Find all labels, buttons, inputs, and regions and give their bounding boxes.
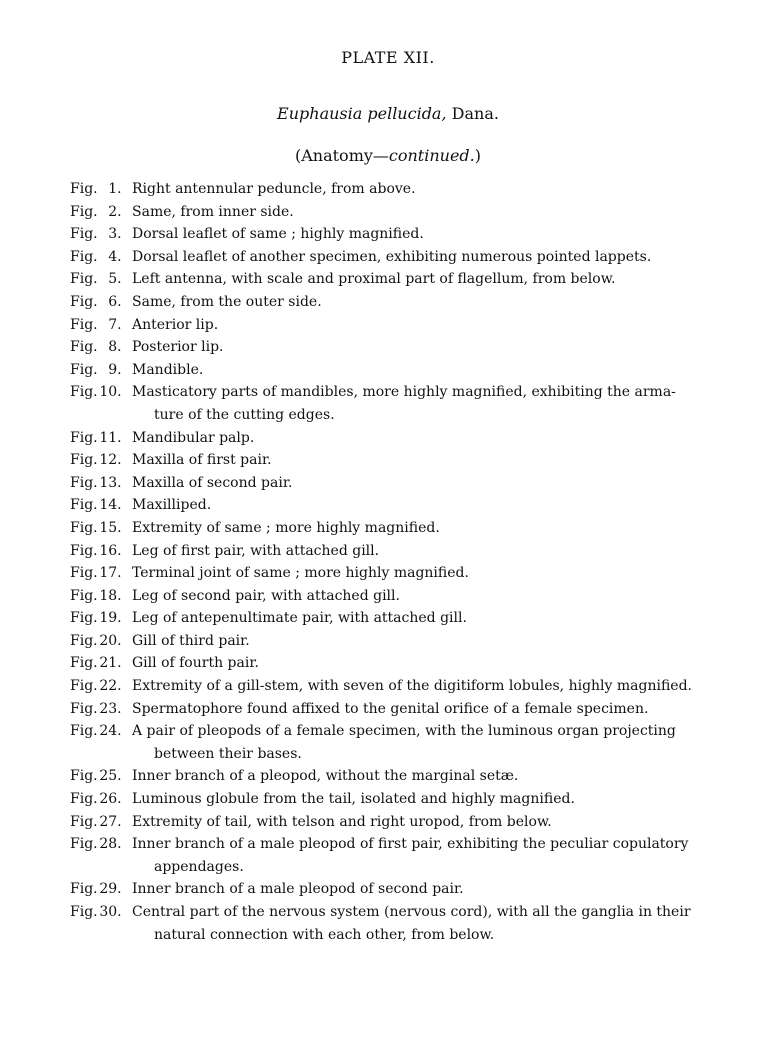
section-subtitle <box>0 146 776 165</box>
figure-caption-text: Leg of second pair, with attached gill. <box>132 587 400 604</box>
figure-caption <box>132 765 518 788</box>
figure-caption-text: Extremity of same ; more highly magnified. <box>132 519 440 536</box>
figure-label <box>70 494 132 517</box>
figure-number: 15. <box>99 519 122 536</box>
figure-label-text: Fig. <box>70 881 98 898</box>
figure-label-text: Fig. <box>70 723 98 740</box>
figure-entry <box>70 314 710 337</box>
figure-entry <box>70 811 710 834</box>
figure-number: 5. <box>108 271 122 288</box>
figure-label <box>70 833 132 878</box>
figure-caption <box>132 472 292 495</box>
figure-caption <box>132 585 400 608</box>
figure-caption-text: Mandible. <box>132 361 204 378</box>
figure-entry <box>70 381 710 426</box>
figure-label-text: Fig. <box>70 384 98 401</box>
figure-label <box>70 268 132 291</box>
figure-caption-text: Gill of third pair. <box>132 632 250 649</box>
figure-caption-text: Central part of the nervous system (nervous cord), with all the ganglia in their <box>132 904 691 920</box>
figure-caption-continuation: natural connection with each other, from below. <box>154 926 495 943</box>
figure-label-text: Fig. <box>70 632 98 649</box>
figure-entry <box>70 562 710 585</box>
figure-caption-text: Masticatory parts of mandibles, more highly magnified, exhibiting the arma- <box>132 384 676 401</box>
figure-caption-text: Same, from inner side. <box>132 203 294 220</box>
figure-caption <box>132 675 692 698</box>
figure-caption <box>132 878 464 901</box>
figure-caption-text: Maxilla of second pair. <box>132 474 293 491</box>
figure-number: 28. <box>99 836 122 853</box>
figure-entry <box>70 268 710 291</box>
figure-label-text: Fig. <box>70 429 98 446</box>
figure-label <box>70 359 132 382</box>
figure-number: 13. <box>99 474 122 491</box>
figure-caption-text: Mandibular palp. <box>132 429 255 446</box>
figure-number: 14. <box>99 497 122 514</box>
figure-label <box>70 246 132 269</box>
figure-caption <box>132 607 467 630</box>
figure-caption <box>132 449 272 472</box>
figure-label-text: Fig. <box>70 519 98 536</box>
figure-caption-text: Leg of antepenultimate pair, with attached gill. <box>132 610 467 627</box>
figure-caption-text: Maxilliped. <box>132 497 212 514</box>
figure-caption-text: Right antennular peduncle, from above. <box>132 181 416 197</box>
figure-caption <box>132 427 254 450</box>
figure-number: 16. <box>99 542 122 559</box>
figure-caption-text: Inner branch of a male pleopod of second pair. <box>132 881 464 898</box>
figure-entry <box>70 788 710 811</box>
figure-label-text: Fig. <box>70 610 98 627</box>
figure-label-text: Fig. <box>70 587 98 604</box>
figure-label <box>70 178 132 201</box>
figure-entry <box>70 246 710 269</box>
figure-label-text: Fig. <box>70 497 98 514</box>
figure-entry <box>70 517 710 540</box>
figure-caption-text: Left antenna, with scale and proximal part of flagellum, from below. <box>132 271 616 288</box>
figure-caption-text: Dorsal leaflet of another specimen, exhibiting numerous pointed lappets. <box>132 248 652 265</box>
figure-label-text: Fig. <box>70 203 98 220</box>
species-author: Dana. <box>451 104 499 123</box>
figure-caption <box>132 381 676 426</box>
figure-entry <box>70 675 710 698</box>
figure-entry <box>70 359 710 382</box>
figure-label <box>70 720 132 765</box>
figure-label-text: Fig. <box>70 271 98 288</box>
figure-entry <box>70 336 710 359</box>
figure-label <box>70 788 132 811</box>
figure-label-text: Fig. <box>70 474 98 491</box>
figure-label-text: Fig. <box>70 813 98 830</box>
figure-list <box>70 178 710 946</box>
figure-label <box>70 291 132 314</box>
figure-label <box>70 336 132 359</box>
figure-caption-text: Posterior lip. <box>132 339 224 356</box>
figure-entry <box>70 630 710 653</box>
figure-caption-continuation: between their bases. <box>154 745 302 762</box>
figure-caption-text: Dorsal leaflet of same ; highly magnified. <box>132 226 424 243</box>
figure-entry <box>70 223 710 246</box>
figure-label <box>70 517 132 540</box>
figure-label <box>70 449 132 472</box>
figure-label <box>70 630 132 653</box>
figure-entry <box>70 720 710 765</box>
figure-caption-text: Inner branch of a male pleopod of first pair, exhibiting the peculiar copulatory <box>132 836 689 853</box>
figure-number: 18. <box>99 587 122 604</box>
figure-entry <box>70 472 710 495</box>
figure-label <box>70 652 132 675</box>
subtitle-italic: continued. <box>388 146 475 165</box>
figure-number: 26. <box>99 791 122 808</box>
figure-caption <box>132 698 648 721</box>
figure-number: 11. <box>99 429 122 446</box>
figure-label <box>70 562 132 585</box>
figure-label <box>70 540 132 563</box>
figure-label-text: Fig. <box>70 700 98 717</box>
figure-label-text: Fig. <box>70 768 98 785</box>
figure-entry <box>70 765 710 788</box>
figure-number: 27. <box>99 813 122 830</box>
figure-label <box>70 585 132 608</box>
figure-caption <box>132 788 575 811</box>
figure-number: 10. <box>99 384 122 401</box>
figure-label-text: Fig. <box>70 678 98 695</box>
figure-label-text: Fig. <box>70 316 98 333</box>
figure-number: 7. <box>108 316 122 333</box>
plate-title: PLATE XII. <box>341 48 435 67</box>
figure-caption-text: Terminal joint of same ; more highly magnified. <box>132 565 469 582</box>
figure-caption-text: Inner branch of a pleopod, without the marginal setæ. <box>132 768 519 785</box>
figure-label-text: Fig. <box>70 655 98 672</box>
figure-caption-text: Extremity of tail, with telson and right uropod, from below. <box>132 813 552 830</box>
figure-label <box>70 472 132 495</box>
figure-label-text: Fig. <box>70 904 98 920</box>
figure-caption <box>132 494 211 517</box>
figure-caption <box>132 291 322 314</box>
figure-number: 20. <box>99 632 122 649</box>
figure-caption <box>132 223 424 246</box>
figure-label <box>70 381 132 426</box>
figure-entry <box>70 201 710 224</box>
figure-caption <box>132 359 203 382</box>
figure-caption-text: Extremity of a gill-stem, with seven of the digitiform lobules, highly magnified. <box>132 678 692 695</box>
figure-label-text: Fig. <box>70 248 98 265</box>
figure-caption <box>132 720 676 765</box>
figure-label <box>70 901 132 946</box>
figure-label <box>70 223 132 246</box>
figure-caption-continuation: ture of the cutting edges. <box>154 406 335 423</box>
figure-entry <box>70 652 710 675</box>
figure-label <box>70 607 132 630</box>
species-name: Euphausia pellucida, <box>277 104 447 123</box>
figure-label-text: Fig. <box>70 542 98 559</box>
figure-caption <box>132 833 688 878</box>
figure-number: 19. <box>99 610 122 627</box>
figure-caption-text: Same, from the outer side. <box>132 293 322 310</box>
figure-caption-text: Leg of first pair, with attached gill. <box>132 542 380 559</box>
figure-caption <box>132 630 250 653</box>
figure-label-text: Fig. <box>70 293 98 310</box>
figure-caption <box>132 901 691 946</box>
figure-number: 21. <box>99 655 122 672</box>
figure-caption-text: A pair of pleopods of a female specimen, with the luminous organ projecting <box>132 723 676 740</box>
figure-entry <box>70 833 710 878</box>
subtitle-suffix: ) <box>474 146 482 165</box>
figure-caption-text: Luminous globule from the tail, isolated and highly magnified. <box>132 791 575 808</box>
figure-caption <box>132 336 224 359</box>
figure-number: 22. <box>99 678 122 695</box>
figure-caption <box>132 562 469 585</box>
figure-label-text: Fig. <box>70 791 98 808</box>
species-heading <box>0 104 776 123</box>
figure-caption <box>132 540 379 563</box>
figure-caption <box>132 268 616 291</box>
figure-number: 8. <box>108 339 122 356</box>
figure-label-text: Fig. <box>70 565 98 582</box>
figure-label-text: Fig. <box>70 361 98 378</box>
figure-number: 25. <box>99 768 122 785</box>
figure-label <box>70 698 132 721</box>
figure-number: 24. <box>99 723 122 740</box>
figure-number: 17. <box>99 565 122 582</box>
figure-entry <box>70 878 710 901</box>
subtitle-prefix: (Anatomy— <box>294 146 389 165</box>
figure-entry <box>70 698 710 721</box>
figure-number: 4. <box>108 248 122 265</box>
figure-entry <box>70 291 710 314</box>
figure-label-text: Fig. <box>70 181 98 197</box>
figure-label <box>70 675 132 698</box>
figure-label-text: Fig. <box>70 339 98 356</box>
figure-number: 3. <box>108 226 122 243</box>
figure-caption-text: Maxilla of first pair. <box>132 452 272 469</box>
figure-number: 29. <box>99 881 122 898</box>
figure-label-text: Fig. <box>70 836 98 853</box>
figure-entry <box>70 607 710 630</box>
figure-entry <box>70 901 710 946</box>
figure-label-text: Fig. <box>70 226 98 243</box>
figure-number: 23. <box>99 700 122 717</box>
figure-entry <box>70 449 710 472</box>
figure-entry <box>70 494 710 517</box>
figure-caption <box>132 201 294 224</box>
figure-label <box>70 811 132 834</box>
figure-caption-text: Gill of fourth pair. <box>132 655 259 672</box>
figure-entry <box>70 178 710 201</box>
figure-label-text: Fig. <box>70 452 98 469</box>
figure-label <box>70 427 132 450</box>
figure-caption-text: Spermatophore found affixed to the genital orifice of a female specimen. <box>132 700 649 717</box>
figure-entry <box>70 585 710 608</box>
figure-number: 30. <box>99 904 122 920</box>
figure-entry <box>70 540 710 563</box>
figure-label <box>70 314 132 337</box>
figure-label <box>70 878 132 901</box>
figure-caption <box>132 652 259 675</box>
figure-number: 12. <box>99 452 122 469</box>
figure-number: 9. <box>108 361 122 378</box>
figure-caption <box>132 246 651 269</box>
figure-caption <box>132 811 552 834</box>
figure-caption <box>132 178 416 201</box>
figure-label <box>70 201 132 224</box>
figure-entry <box>70 427 710 450</box>
figure-number: 2. <box>108 203 122 220</box>
figure-caption <box>132 517 440 540</box>
figure-caption <box>132 314 218 337</box>
figure-label <box>70 765 132 788</box>
figure-number: 6. <box>108 293 122 310</box>
figure-number: 1. <box>108 181 122 197</box>
figure-caption-continuation: appendages. <box>154 858 244 875</box>
figure-caption-text: Anterior lip. <box>132 316 219 333</box>
